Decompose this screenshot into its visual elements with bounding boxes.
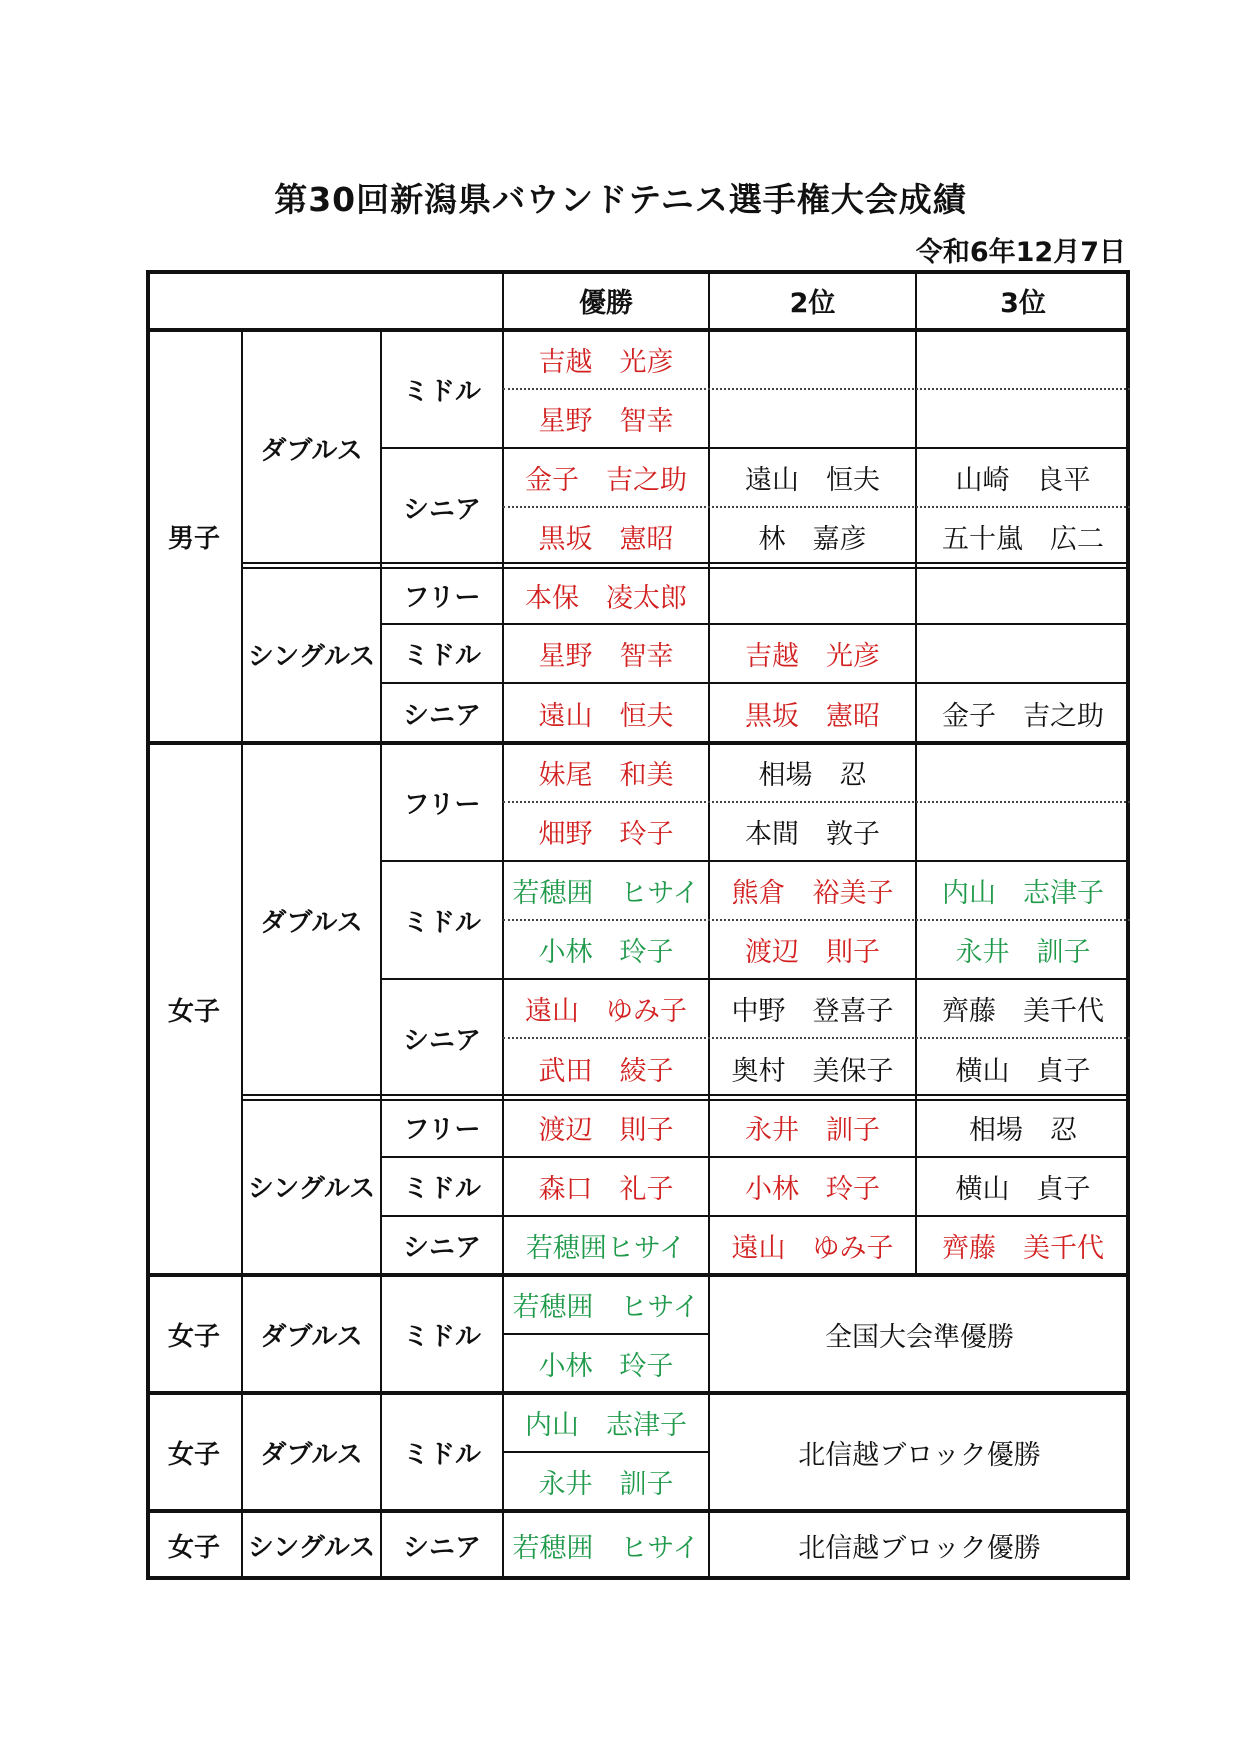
winner-name: 黒坂 憲昭 (538, 524, 674, 555)
event-label: ダブルス (260, 908, 363, 938)
dotted-rule (503, 919, 1130, 921)
column-header: 2位 (789, 287, 836, 319)
achievement-note: 全国大会準優勝 (825, 1321, 1014, 1353)
third-name: 齊藤 美千代 (942, 996, 1104, 1027)
second-name: 中野 登喜子 (731, 996, 894, 1027)
division-label: フリー (403, 582, 481, 613)
third-name: 相場 忍 (969, 1115, 1077, 1146)
second-name: 遠山 ゆみ子 (731, 1233, 894, 1264)
third-name (916, 566, 1130, 624)
division-label: ミドル (402, 1439, 481, 1470)
third-name (916, 624, 1130, 683)
third-name (916, 330, 1130, 389)
event-label: シングルス (247, 1174, 376, 1204)
second-name: 熊倉 裕美子 (731, 878, 894, 909)
division-label: ミドル (402, 641, 481, 671)
winner-name: 若穂囲 ヒサイ (512, 878, 700, 909)
row-rule (503, 1451, 709, 1453)
column-rule (915, 270, 917, 1275)
second-name (709, 389, 916, 448)
third-name: 永井 訓子 (955, 937, 1091, 968)
row-rule (381, 978, 1130, 980)
winner-name: 永井 訓子 (538, 1469, 674, 1500)
dotted-rule (503, 388, 1130, 390)
dotted-rule (503, 1037, 1130, 1039)
second-name: 林 嘉彦 (758, 524, 867, 555)
row-rule (242, 1099, 1130, 1101)
second-name (709, 330, 916, 389)
row-rule (381, 1215, 1130, 1217)
division-label: シニア (402, 1533, 481, 1563)
winner-name: 若穂囲ヒサイ (525, 1233, 687, 1264)
second-name: 小林 玲子 (745, 1174, 880, 1205)
gender-label: 女子 (167, 1321, 220, 1352)
winner-name: 遠山 恒夫 (538, 700, 674, 732)
division-label: フリー (403, 789, 481, 820)
achievement-note: 北信越ブロック優勝 (798, 1439, 1041, 1471)
gender-label: 男子 (167, 524, 220, 554)
winner-name: 本保 凌太郎 (525, 582, 687, 614)
second-name: 遠山 恒夫 (745, 465, 880, 496)
division-label: ミドル (402, 1174, 481, 1204)
winner-name: 武田 綾子 (538, 1055, 674, 1087)
division-label: シニア (402, 494, 481, 525)
row-rule (146, 1273, 1130, 1277)
division-label: フリー (403, 1115, 481, 1145)
second-name: 本間 敦子 (745, 819, 880, 850)
event-label: シングルス (247, 1533, 376, 1563)
second-name (709, 566, 916, 624)
division-label: ミドル (402, 376, 481, 407)
third-name (916, 802, 1130, 861)
second-name: 奥村 美保子 (731, 1055, 894, 1087)
third-name: 五十嵐 広二 (942, 524, 1104, 555)
results-table (146, 270, 1130, 1580)
event-date: 令和6年12月7日 (915, 237, 1126, 268)
row-rule (146, 741, 1130, 745)
division-label: シニア (402, 1026, 481, 1056)
row-rule (381, 623, 1130, 625)
division-label: シニア (402, 1233, 481, 1263)
winner-name: 星野 智幸 (538, 406, 674, 437)
gender-label: 女子 (167, 996, 220, 1027)
event-label: ダブルス (260, 1321, 363, 1352)
dotted-rule (503, 506, 1130, 508)
winner-name: 吉越 光彦 (538, 347, 674, 378)
row-rule (381, 682, 1130, 684)
third-name (916, 743, 1130, 802)
winner-name: 内山 志津子 (525, 1410, 687, 1441)
second-name: 相場 忍 (758, 760, 867, 791)
column-header: 優勝 (579, 287, 633, 319)
event-label: ダブルス (260, 435, 363, 466)
winner-name: 若穂囲 ヒサイ (512, 1292, 700, 1323)
winner-name: 小林 玲子 (538, 937, 674, 968)
division-label: シニア (402, 700, 481, 731)
row-rule (146, 1509, 1130, 1513)
third-name: 横山 貞子 (955, 1055, 1091, 1087)
column-rule (708, 270, 710, 1580)
row-rule (146, 1391, 1130, 1395)
achievement-note: 北信越ブロック優勝 (798, 1533, 1041, 1564)
winner-name: 星野 智幸 (538, 641, 674, 672)
winner-name: 畑野 玲子 (538, 819, 674, 850)
division-label: ミドル (402, 907, 481, 938)
second-name: 黒坂 憲昭 (745, 700, 880, 732)
column-header: 3位 (1000, 287, 1046, 319)
gender-label: 女子 (167, 1439, 220, 1470)
third-name: 齊藤 美千代 (942, 1233, 1104, 1264)
row-rule (381, 447, 1130, 449)
division-label: ミドル (402, 1321, 481, 1352)
event-label: シングルス (247, 642, 376, 672)
second-name: 吉越 光彦 (745, 641, 880, 672)
page-title: 第30回新潟県バウンドテニス選手権大会成績 (274, 180, 967, 219)
winner-name: 森口 礼子 (538, 1174, 674, 1205)
winner-name: 金子 吉之助 (525, 465, 687, 496)
third-name: 横山 貞子 (955, 1174, 1091, 1205)
third-name: 山崎 良平 (955, 465, 1091, 496)
row-rule (242, 567, 1130, 569)
row-rule (146, 328, 1130, 332)
winner-name: 若穂囲 ヒサイ (512, 1533, 700, 1564)
third-name (916, 389, 1130, 448)
gender-label: 女子 (167, 1533, 220, 1563)
winner-name: 遠山 ゆみ子 (525, 996, 687, 1027)
event-label: ダブルス (260, 1439, 363, 1470)
row-rule (503, 1333, 709, 1335)
row-rule (242, 562, 1130, 564)
row-rule (242, 1094, 1130, 1096)
third-name: 金子 吉之助 (942, 700, 1104, 732)
winner-name: 妹尾 和美 (538, 760, 674, 791)
row-rule (381, 860, 1130, 862)
row-rule (381, 1156, 1130, 1158)
winner-name: 小林 玲子 (538, 1351, 674, 1382)
third-name: 内山 志津子 (942, 878, 1104, 909)
column-rule (502, 270, 504, 1580)
second-name: 渡辺 則子 (745, 937, 880, 968)
second-name: 永井 訓子 (745, 1115, 880, 1146)
winner-name: 渡辺 則子 (538, 1115, 674, 1146)
dotted-rule (503, 801, 1130, 803)
